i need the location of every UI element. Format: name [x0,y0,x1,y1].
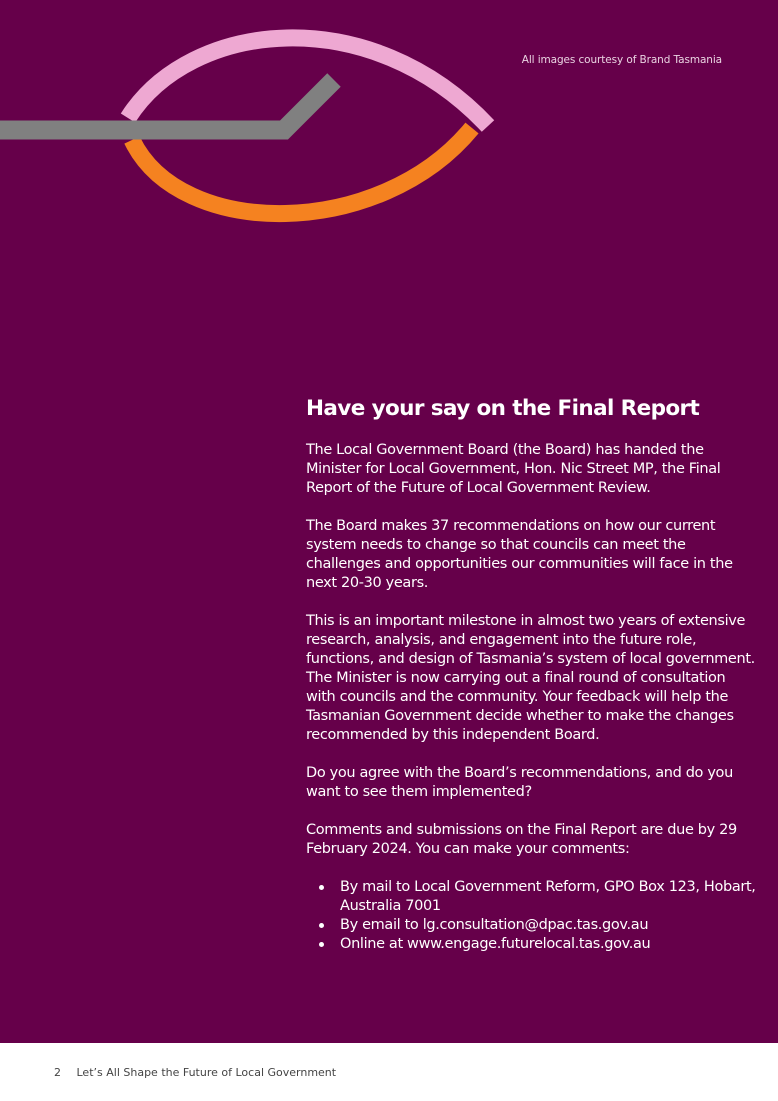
list-item: By mail to Local Government Reform, GPO Box 123, Hobart, Australia 7001 [340,879,756,914]
orange-arc [132,128,472,214]
main-content [306,394,756,954]
document-title: Let’s All Shape the Future of Local Government [76,1066,337,1079]
image-credit: All images courtesy of Brand Tasmania [521,54,722,66]
page-footer [54,1066,336,1079]
paragraph: Comments and submissions on the Final Report are due by 29 February 2024. You can make your comments: [306,822,737,857]
paragraph: The Board makes 37 recommendations on how our current system needs to change so that councils can meet the challenges and opportunities our communities will face in the next 20-30 years. [306,518,733,591]
page-heading: Have your say on the Final Report [306,396,700,421]
page-number: 2 [54,1066,61,1079]
paragraph: The Local Government Board (the Board) has handed the Minister for Local Government, Hon. Nic Street MP, the Final Report of the Future of Local Government Review. [306,442,721,496]
list-item[interactable]: Online at www.engage.futurelocal.tas.gov.au [340,935,756,954]
brand-graphic [0,0,520,250]
paragraph: Do you agree with the Board’s recommendations, and do you want to see them implemented? [306,765,733,800]
list-item[interactable]: By email to lg.consultation@dpac.tas.gov.au [340,916,756,935]
submission-methods-list [306,878,756,954]
grey-line [0,80,334,130]
paragraph: This is an important milestone in almost two years of extensive research, analysis, and engagement into the future role, functions, and design of Tasmania’s system of local government. The Minister is now carrying out a final round of consultation with councils and the community. Your feedback will help the Tasmanian Government decide whether to make the changes recommended by this independent Board. [306,613,755,743]
